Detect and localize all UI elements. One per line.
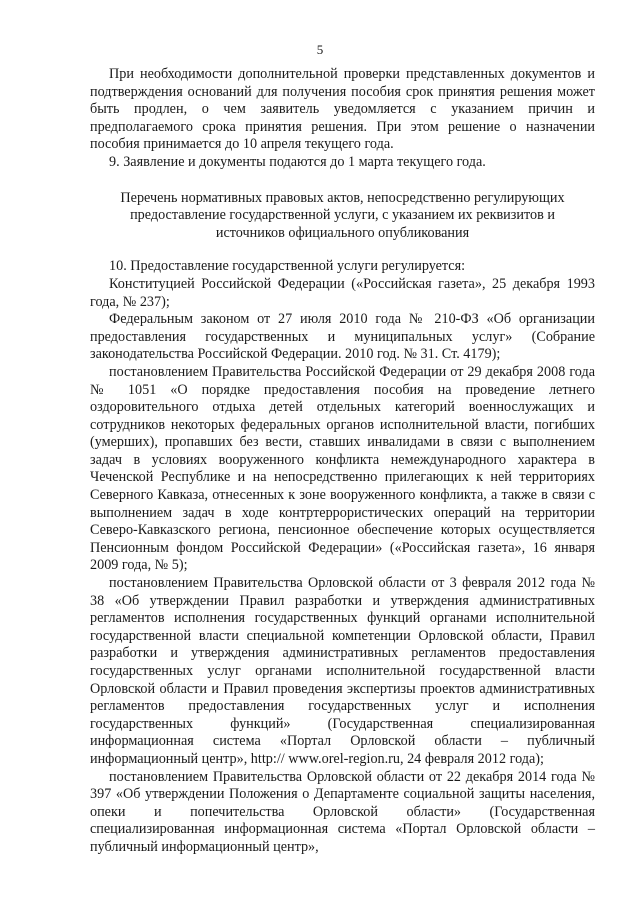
paragraph-submission-deadline: 9. Заявление и документы подаются до 1 марта текущего года. [109, 153, 486, 170]
paragraph-oryol-resolution-38: постановлением Правительства Орловской области от 3 февраля 2012 года № 38 «Об утверждении Правил разработки и утверждения административных регламентов исполнения государственных функций органами исполнительной государственной власти специальной компетенции Орловской области, Правил разработки и утверждения административных регламентов предоставления государственных услуг органами исполнительной государственной власти Орловской области и Правил проведения экспертизы проектов административных регламентов предоставления государственных услуг и исполнения государственных функций» (Государственная специализированная информационная система «Портал Орловской области – публичный информационный центр», http:// www.orel-region.ru, 24 февраля 2012 года); [90, 575, 595, 767]
paragraph-constitution: Конституцией Российской Федерации («Российская газета», 25 декабря 1993 года, № 237); [90, 275, 595, 310]
paragraph-federal-law-210: Федеральным законом от 27 июля 2010 года № 210-ФЗ «Об организации предоставления государственных и муниципальных услуг» (Собрание законодательства Российской Федерации. 2010 год. № 31. Ст. 4179); [90, 311, 595, 363]
section-heading: Перечень нормативных правовых актов, непосредственно регулирующих предоставление государственной услуги, с указанием их реквизитов и источников официального опубликования [120, 189, 565, 241]
paragraph-regulation-intro: 10. Предоставление государственной услуги регулируется: [109, 258, 466, 275]
paragraph-oryol-resolution-397: постановлением Правительства Орловской области от 22 декабря 2014 года № 397 «Об утверждении Положения о Департаменте социальной защиты населения, опеки и попечительства Орловской области» (Государственная специализированная информационная система «Портал Орловской области – публичный информационный центр», [90, 768, 595, 855]
paragraph-extension-of-term: При необходимости дополнительной проверки представленных документов и подтверждения оснований для получения пособия срок принятия решения может быть продлен, о чем заявитель уведомляется с указанием причин и предполагаемого срока принятия решения. При этом решение о назначении пособия принимается до 10 апреля текущего года. [90, 66, 595, 153]
document-body [90, 66, 595, 857]
paragraph-government-resolution-1051: постановлением Правительства Российской Федерации от 29 декабря 2008 года № 1051 «О порядке предоставления пособия на проведение летнего оздоровительного отдыха детей отдельных категорий военнослужащих и сотрудников некоторых федеральных органов исполнительной власти, погибших (умерших), пропавших без вести, ставших инвалидами в связи с выполнением задач в условиях вооруженного конфликта немеждународного характера в Чеченской Республике и на непосредственно прилегающих к ней территориях Северного Кавказа, отнесенных к зоне вооруженного конфликта, а также в связи с выполнением задач в ходе контртеррористических операций на территории Северо-Кавказского региона, пенсионное обеспечение которых осуществляется Пенсионным фондом Российской Федерации» («Российская газета», 16 января 2009 года, № 5); [90, 363, 595, 574]
page-number: 5 [316, 42, 324, 57]
